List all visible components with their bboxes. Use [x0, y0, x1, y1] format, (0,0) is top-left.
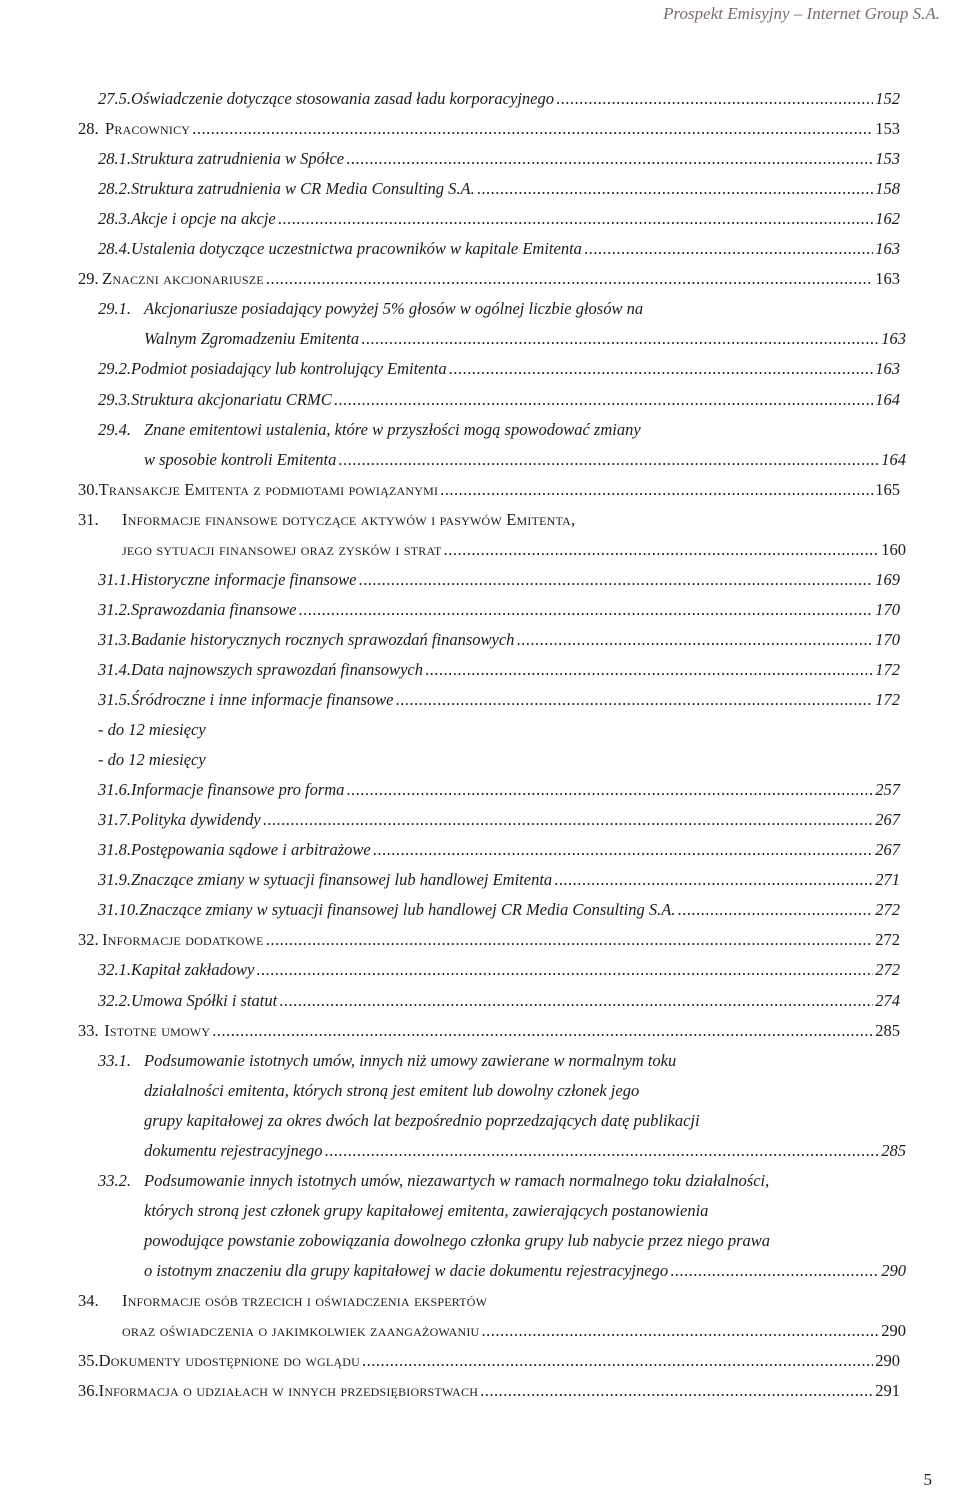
- toc-entry-continuation: [144, 1106, 700, 1136]
- toc-entry-page: 160: [881, 539, 906, 559]
- toc-entry-continuation: [144, 1136, 906, 1166]
- toc-entry-title: Akcjonariusze posiadający powyżej 5% głosów w ogólnej liczbie głosów na: [144, 299, 644, 319]
- toc-entry-page: 285: [875, 1020, 900, 1040]
- toc-entry-number: 36.: [78, 1381, 99, 1401]
- toc-entry[interactable]: [98, 415, 900, 445]
- toc-entry-page: 272: [875, 930, 900, 950]
- toc-entry-number: 28.: [78, 119, 99, 139]
- toc-entry-title: Znaczące zmiany w sytuacji finansowej lub handlowej Emitenta: [131, 870, 553, 890]
- toc-entry-page: 172: [875, 690, 900, 709]
- toc-leader-dots: [361, 324, 879, 354]
- toc-entry-page: 152: [875, 89, 900, 108]
- toc-entry-page: 163: [875, 239, 900, 259]
- toc-entry-number: 33.: [78, 1020, 99, 1040]
- toc-entry-number: 32.2.: [98, 990, 131, 1010]
- running-header: Prospekt Emisyjny – Internet Group S.A.: [663, 4, 940, 23]
- toc-entry-title: Istotne umowy: [104, 1020, 211, 1040]
- toc-entry-title-continued: dokumentu rejestracyjnego: [144, 1140, 323, 1160]
- toc-entry-title: Ustalenia dotyczące uczestnictwa pracowników w kapitale Emitenta: [131, 239, 582, 259]
- toc-entry-number: 32.1.: [98, 960, 131, 980]
- toc-entry[interactable]: [98, 835, 900, 865]
- toc-entry-number: 31.: [78, 509, 99, 529]
- toc-entry-title-continued: Walnym Zgromadzeniu Emitenta: [144, 329, 360, 349]
- toc-leader-dots: [556, 84, 873, 114]
- toc-leader-dots: [279, 986, 873, 1016]
- toc-entry[interactable]: [98, 865, 900, 895]
- toc-leader-dots: [425, 655, 873, 685]
- toc-entry-number: 31.2.: [98, 599, 131, 619]
- toc-entry[interactable]: [98, 775, 900, 805]
- toc-entry-page: 290: [875, 1351, 900, 1371]
- toc-leader-dots: [346, 144, 873, 174]
- toc-leader-dots: [373, 835, 874, 865]
- toc-leader-dots: [670, 1256, 879, 1286]
- toc-entry-number: 33.2.: [98, 1170, 131, 1190]
- toc-leader-dots: [192, 114, 873, 144]
- toc-entry-continuation: [144, 1226, 770, 1256]
- toc-entry[interactable]: [78, 925, 900, 955]
- toc-leader-dots: [554, 865, 873, 895]
- toc-entry-continuation: [144, 445, 906, 475]
- toc-entry-number: 29.1.: [98, 299, 131, 319]
- toc-leader-dots: [338, 445, 879, 475]
- toc-entry-page: 164: [875, 389, 900, 409]
- toc-entry[interactable]: [78, 1346, 900, 1376]
- toc-entry[interactable]: [98, 174, 900, 204]
- toc-entry[interactable]: [98, 1046, 900, 1076]
- toc-entry-title: Podsumowanie innych istotnych umów, niezawartych w ramach normalnego toku działalności,: [144, 1170, 770, 1190]
- toc-entry-continuation: [144, 1256, 906, 1286]
- toc-entry-number: 28.4.: [98, 239, 131, 259]
- toc-entry-title: Umowa Spółki i statut: [131, 990, 278, 1010]
- toc-entry-page: 163: [875, 359, 900, 379]
- toc-entry-page: 170: [875, 599, 900, 619]
- toc-entry-title-continued: w sposobie kontroli Emitenta: [144, 449, 337, 469]
- toc-entry-page: 267: [875, 840, 900, 860]
- toc-entry-number: 31.8.: [98, 840, 131, 860]
- toc-entry-number: 35.: [78, 1351, 99, 1371]
- toc-leader-dots: [480, 1376, 873, 1406]
- toc-entry-title: Sprawozdania finansowe: [131, 599, 297, 619]
- toc-leader-dots: [395, 685, 873, 715]
- toc-entry-number: 31.7.: [98, 810, 131, 830]
- toc-entry[interactable]: [78, 1286, 900, 1316]
- toc-entry-title: Podmiot posiadający lub kontrolujący Emitenta: [131, 359, 447, 379]
- toc-entry-title: Transakcje Emitenta z podmiotami powiązanymi: [98, 479, 439, 499]
- toc-entry-number: 28.3.: [98, 209, 131, 229]
- toc-entry-number: 34.: [78, 1291, 99, 1310]
- toc-entry-continuation: [144, 324, 906, 354]
- toc-entry[interactable]: [78, 505, 900, 535]
- toc-plain-line: - do 12 miesięcy: [98, 720, 206, 740]
- toc-entry-page: 158: [875, 179, 900, 199]
- toc-entry-title: Akcje i opcje na akcje: [131, 209, 276, 229]
- toc-entry-number: 28.1.: [98, 149, 131, 169]
- toc-entry-page: 169: [875, 569, 900, 589]
- toc-leader-dots: [346, 775, 873, 805]
- toc-entry-title: Informacje finansowe dotyczące aktywów i pasywów Emitenta,: [122, 509, 576, 529]
- toc-entry-title-continued: grupy kapitałowej za okres dwóch lat bezpośrednio poprzedzających datę publikacji: [144, 1110, 700, 1130]
- toc-entry-page: 267: [875, 810, 900, 830]
- toc-entry-title: Postępowania sądowe i arbitrażowe: [131, 840, 371, 860]
- toc-entry[interactable]: [98, 294, 900, 324]
- toc-leader-dots: [477, 174, 873, 204]
- toc-entry-title: Polityka dywidendy: [131, 810, 261, 830]
- toc-leader-dots: [298, 595, 873, 625]
- toc-leader-dots: [263, 805, 874, 835]
- toc-entry-page: 153: [875, 149, 900, 169]
- toc-entry-title: Historyczne informacje finansowe: [131, 569, 357, 589]
- toc-entry-page: 164: [881, 449, 906, 469]
- toc-leader-dots: [278, 204, 873, 234]
- toc-leader-dots: [334, 385, 874, 415]
- toc-leader-dots: [440, 475, 873, 505]
- toc-entry-continuation: [122, 1316, 906, 1346]
- toc-entry-page: 285: [881, 1140, 906, 1160]
- toc-entry-page: 163: [875, 269, 900, 289]
- page-number: 5: [923, 1470, 932, 1489]
- toc-entry-title-continued: których stroną jest członek grupy kapitałowej emitenta, zawierających postanowienia: [144, 1200, 709, 1220]
- toc-entry[interactable]: [98, 625, 900, 655]
- toc-entry-number: 29.4.: [98, 419, 131, 439]
- toc-entry[interactable]: [98, 955, 900, 985]
- toc-leader-dots: [362, 1346, 873, 1376]
- toc-entry-title-continued: działalności emitenta, których stroną jest emitent lub dowolny członek jego: [144, 1080, 640, 1100]
- toc-entry-number: 31.4.: [98, 659, 131, 679]
- toc-entry-title: Informacje dodatkowe: [102, 930, 264, 950]
- toc-leader-dots: [516, 625, 873, 655]
- toc-entry-page: 170: [875, 629, 900, 649]
- toc-entry-number: 27.5.: [98, 89, 131, 108]
- toc-leader-dots: [325, 1136, 880, 1166]
- toc-leader-dots: [266, 264, 873, 294]
- toc-entry-title-continued: jego sytuacji finansowej oraz zysków i strat: [122, 539, 442, 559]
- toc-entry-page: 162: [875, 209, 900, 229]
- toc-entry-number: 31.3.: [98, 629, 131, 649]
- toc-entry-number: 31.6.: [98, 780, 131, 800]
- toc-entry-number: 31.1.: [98, 569, 131, 589]
- toc-entry-page: 291: [875, 1381, 900, 1401]
- toc-entry-number: 31.9.: [98, 870, 131, 890]
- toc-entry[interactable]: [98, 986, 900, 1016]
- toc-entry[interactable]: [98, 895, 900, 925]
- toc-entry-title-continued: powodujące powstanie zobowiązania dowolnego członka grupy lub nabycie przez niego prawa: [144, 1230, 771, 1250]
- toc-entry-number: 29.2.: [98, 359, 131, 379]
- toc-entry-page: 290: [881, 1321, 906, 1341]
- toc-entry[interactable]: [98, 204, 900, 234]
- toc-entry-title: Podsumowanie istotnych umów, innych niż umowy zawierane w normalnym toku: [144, 1050, 677, 1070]
- toc-entry[interactable]: [98, 655, 900, 685]
- toc-entry-title: Struktura zatrudnienia w CR Media Consulting S.A.: [131, 179, 475, 199]
- toc-entry-number: 32.: [78, 930, 99, 950]
- toc-entry-continuation: [144, 1196, 708, 1226]
- toc-entry-title: Struktura akcjonariatu CRMC: [131, 389, 332, 409]
- toc-entry-page: 274: [875, 990, 900, 1010]
- toc-entry[interactable]: [98, 234, 900, 264]
- toc-leader-dots: [444, 535, 880, 565]
- toc-entry[interactable]: [98, 1166, 900, 1196]
- toc-plain-line: - do 12 miesięcy: [98, 750, 206, 770]
- toc-entry[interactable]: [78, 1376, 900, 1406]
- toc-entry-continuation: [122, 535, 906, 565]
- toc-entry-number: 28.2.: [98, 179, 131, 199]
- toc-entry-title: Śródroczne i inne informacje finansowe: [131, 690, 394, 709]
- toc-entry[interactable]: [98, 385, 900, 415]
- toc-entry-title: Informacje finansowe pro forma: [131, 780, 345, 800]
- toc-entry-title: Pracownicy: [105, 119, 191, 139]
- toc-entry[interactable]: [98, 595, 900, 625]
- toc-entry-page: 165: [875, 479, 900, 499]
- toc-entry-title: Struktura zatrudnienia w Spółce: [131, 149, 345, 169]
- toc-leader-dots: [256, 955, 873, 985]
- toc-entry-title-continued: o istotnym znaczeniu dla grupy kapitałowej w dacie dokumentu rejestracyjnego: [144, 1260, 669, 1280]
- toc-entry-number: 29.: [78, 269, 99, 289]
- toc-entry-title: Informacja o udziałach w innych przedsiębiorstwach: [98, 1381, 479, 1401]
- toc-leader-dots: [266, 925, 874, 955]
- toc-entry-page: 272: [875, 900, 900, 920]
- toc-entry[interactable]: [98, 805, 900, 835]
- toc-entry-page: 290: [881, 1260, 906, 1280]
- toc-entry-title: Data najnowszych sprawozdań finansowych: [131, 659, 423, 679]
- toc-entry-page: 271: [875, 870, 900, 890]
- toc-entry-title: Badanie historycznych rocznych sprawozdań finansowych: [131, 629, 515, 649]
- toc-leader-dots: [481, 1316, 879, 1346]
- toc-entry[interactable]: [98, 84, 900, 114]
- toc-leader-dots: [584, 234, 873, 264]
- toc-entry[interactable]: [98, 354, 900, 384]
- toc-entry-title: Informacje osób trzecich i oświadczenia ekspertów: [122, 1291, 488, 1310]
- toc-entry-page: 153: [875, 119, 900, 139]
- toc-entry[interactable]: [78, 1016, 900, 1046]
- toc-leader-dots: [449, 354, 874, 384]
- toc-leader-dots: [677, 895, 873, 925]
- toc-leader-dots: [358, 565, 873, 595]
- toc-entry-continuation: [144, 1076, 639, 1106]
- toc-entry-number: 30.: [78, 479, 99, 499]
- toc-entry-number: 31.10.: [98, 900, 140, 920]
- toc-entry-page: 172: [875, 659, 900, 679]
- toc-entry-number: 29.3.: [98, 389, 131, 409]
- toc-entry-page: 163: [881, 329, 906, 349]
- toc-entry-title: Oświadczenie dotyczące stosowania zasad ładu korporacyjnego: [131, 89, 554, 108]
- toc-entry-page: 272: [875, 960, 900, 980]
- toc-entry-title: Znane emitentowi ustalenia, które w przyszłości mogą spowodować zmiany: [144, 419, 641, 439]
- toc-entry[interactable]: [78, 264, 900, 294]
- toc-entry-title-continued: oraz oświadczenia o jakimkolwiek zaangażowaniu: [122, 1321, 480, 1341]
- toc-entry-title: Kapitał zakładowy: [131, 960, 255, 980]
- toc-entry[interactable]: [98, 565, 900, 595]
- toc-entry-title: Znaczące zmiany w sytuacji finansowej lub handlowej CR Media Consulting S.A.: [139, 900, 676, 920]
- toc-entry-number: 31.5.: [98, 690, 131, 709]
- toc-entry-page: 257: [875, 780, 900, 800]
- toc-entry[interactable]: [78, 475, 900, 505]
- toc-entry-title: Dokumenty udostępnione do wglądu: [98, 1351, 360, 1371]
- toc-entry-title: Znaczni akcjonariusze: [102, 269, 264, 289]
- toc-entry[interactable]: [98, 144, 900, 174]
- toc-entry-number: 33.1.: [98, 1050, 131, 1070]
- toc-entry[interactable]: [98, 685, 900, 715]
- toc-entry[interactable]: [78, 114, 900, 144]
- toc-leader-dots: [212, 1016, 873, 1046]
